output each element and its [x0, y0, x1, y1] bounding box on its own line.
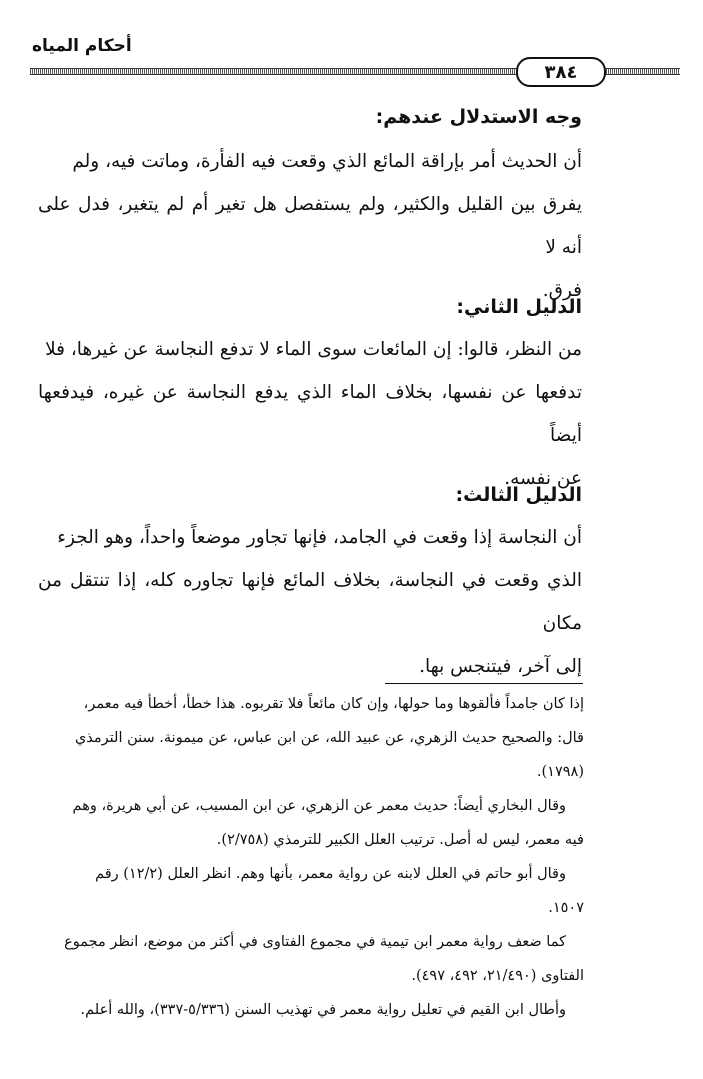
footnote-separator: [385, 683, 583, 684]
section-heading: الدليل الثالث:: [455, 484, 582, 506]
section-third-proof-body: [38, 516, 582, 688]
section-evidence-body: [38, 140, 582, 312]
footnotes: [40, 687, 584, 1027]
section-second-proof: [38, 296, 582, 318]
footnote-line: وقال البخاري أيضاً: حديث معمر عن الزهري، عن ابن المسيب، عن أبي هريرة، وهم: [72, 798, 566, 814]
paragraph-line: يفرق بين القليل والكثير، ولم يستفصل هل تغير أم لم يتغير، فدل على أنه لا: [38, 194, 582, 258]
paragraph-line: أن الحديث أمر بإراقة المائع الذي وقعت فيه الفأرة، وماتت فيه، ولم: [72, 151, 582, 172]
footnote-line: الفتاوى (٢١/٤٩٠، ٤٩٢، ٤٩٧).: [411, 968, 584, 984]
section-second-proof-body: [38, 328, 582, 500]
paragraph-line: عن نفسه.: [504, 468, 582, 489]
section-third-proof: [38, 484, 582, 506]
paragraph-line: الذي وقعت في النجاسة، بخلاف المائع فإنها تجاوره كله، إذا تنتقل من مكان: [38, 570, 582, 634]
page-number: ٣٨٤: [516, 57, 606, 87]
footnote-line: وقال أبو حاتم في العلل لابنه عن رواية معمر، بأنها وهم. انظر العلل (١٢/٢) رقم: [95, 866, 566, 882]
section-evidence: [38, 106, 582, 128]
footnote-line: فيه معمر، ليس له أصل. ترتيب العلل الكبير للترمذي (٢/٧٥٨).: [216, 832, 584, 848]
footnote-line: إذا كان جامداً فألقوها وما حولها، وإن كان مائعاً فلا تقربوه. هذا خطأ، أخطأ فيه معمر،: [83, 696, 584, 712]
paragraph-line: إلى آخر، فيتنجس بها.: [419, 656, 582, 677]
paragraph-line: فرق.: [542, 280, 582, 301]
paragraph-line: تدفعها عن نفسها، بخلاف الماء الذي يدفع النجاسة عن غيره، فيدفعها أيضاً: [38, 382, 582, 446]
section-heading: الدليل الثاني:: [456, 296, 582, 318]
footnote-line: قال: والصحيح حديث الزهري، عن عبيد الله، عن ابن عباس، عن ميمونة. سنن الترمذي: [74, 730, 584, 746]
running-title: أحكام المياه: [32, 36, 132, 56]
paragraph-line: من النظر، قالوا: إن المائعات سوى الماء لا تدفع النجاسة عن غيرها، فلا: [45, 339, 582, 360]
section-heading: وجه الاستدلال عندهم:: [375, 106, 582, 128]
footnote-line: ١٥٠٧.: [548, 900, 584, 916]
footnote-line: (١٧٩٨).: [536, 764, 584, 780]
paragraph-line: أن النجاسة إذا وقعت في الجامد، فإنها تجاور موضعاً واحداً، وهو الجزء: [57, 527, 582, 548]
footnote-line: كما ضعف رواية معمر ابن تيمية في مجموع الفتاوى في أكثر من موضع، انظر مجموع: [64, 934, 566, 950]
footnote-line: وأطال ابن القيم في تعليل رواية معمر في تهذيب السنن (٥/٣٣٦-٣٣٧)، والله أعلم.: [80, 1002, 566, 1018]
